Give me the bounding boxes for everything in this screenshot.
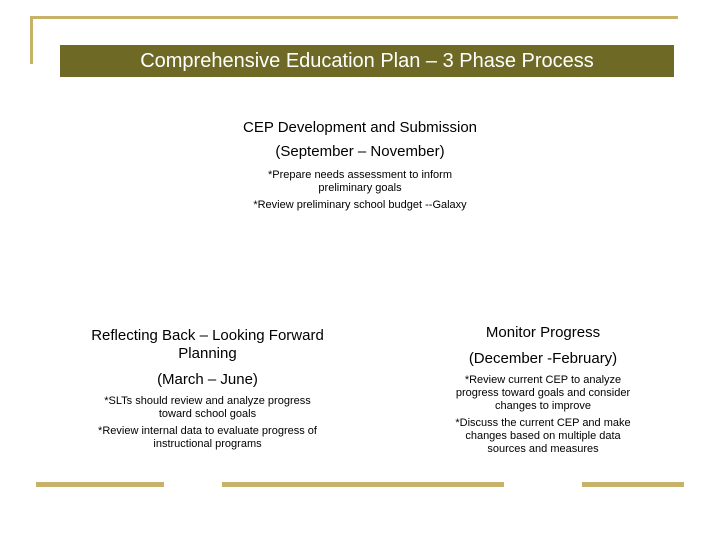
left-frame-line	[30, 16, 33, 64]
phase-note: *Review current CEP to analyze progress toward goals and consider changes to improve	[455, 374, 631, 412]
phase-note: *Prepare needs assessment to inform preliminary goals	[267, 169, 453, 194]
phase-reflecting	[90, 327, 325, 455]
phase-period: (September – November)	[275, 143, 445, 160]
top-frame-line	[30, 16, 678, 19]
page-title: Comprehensive Education Plan – 3 Phase Process	[60, 45, 674, 77]
phase-note: *Review preliminary school budget --Galaxy	[253, 199, 467, 211]
bottom-divider-left	[36, 482, 164, 487]
bottom-divider-center	[222, 482, 504, 487]
bottom-divider-right	[582, 482, 684, 487]
phase-monitoring	[450, 324, 636, 460]
phase-note: *SLTs should review and analyze progress toward school goals	[104, 395, 311, 420]
phase-note: *Discuss the current CEP and make changes based on multiple data sources and measures	[455, 417, 631, 455]
phase-heading: Monitor Progress	[485, 324, 601, 341]
phase-heading: CEP Development and Submission	[242, 119, 478, 136]
phase-development	[240, 119, 480, 216]
phase-note: *Review internal data to evaluate progress of instructional programs	[98, 425, 317, 450]
phase-heading: Reflecting Back – Looking Forward Planning	[91, 327, 324, 362]
phase-period: (March – June)	[157, 371, 258, 388]
phase-period: (December -February)	[468, 350, 618, 367]
